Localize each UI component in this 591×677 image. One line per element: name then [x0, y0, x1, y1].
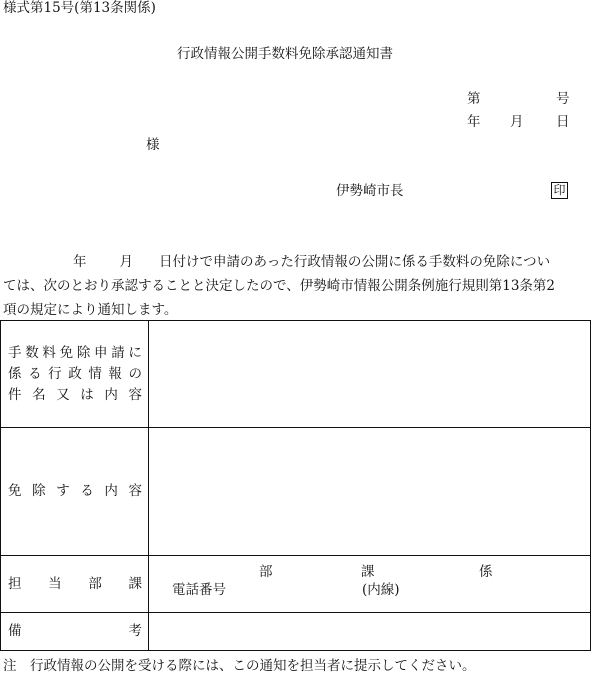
date-day: 日	[556, 114, 570, 130]
body-line-1: 年 月 日付けで申請のあった行政情報の公開に係る手数料の免除につい	[73, 254, 551, 270]
body-line-2: ては、次のとおり承認することと決定したので、伊勢崎市情報公開条例施行規則第13条第2	[3, 278, 555, 294]
phone-label: 電話番号	[172, 582, 226, 598]
issuer-name: 伊勢崎市長	[336, 183, 404, 199]
exemption-value-cell[interactable]	[149, 428, 591, 556]
department-ka: 課	[361, 564, 375, 580]
subject-value-cell[interactable]	[149, 321, 591, 428]
department-bu: 部	[259, 564, 273, 580]
body-year: 年	[73, 254, 87, 270]
row-subject	[1, 321, 591, 428]
form-number: 様式第15号(第13条関係)	[3, 0, 156, 16]
label-subject-line-3: 件 名 又 は 内 容	[8, 386, 142, 403]
label-subject-line-1: 手 数 料 免 除 申 請 に	[8, 344, 142, 361]
row-remarks	[1, 613, 591, 651]
department-kakari: 係	[479, 564, 493, 580]
row-exemption	[1, 428, 591, 556]
seal-mark: 印	[551, 182, 568, 199]
document-number-prefix: 第	[467, 91, 481, 107]
remarks-value-cell[interactable]	[149, 613, 591, 651]
body-line-3: 項の規定により通知します。	[3, 302, 178, 318]
remarks-label-left: 備	[8, 623, 22, 639]
label-subject	[1, 321, 149, 428]
footer-note: 注 行政情報の公開を受ける際には、この通知を担当者に提示してください。	[3, 658, 476, 674]
body-text	[3, 250, 589, 322]
label-exemption-text: 免 除 す る 内 容	[8, 483, 142, 499]
remarks-label-right: 考	[128, 623, 142, 639]
extension-label: (内線)	[362, 582, 400, 598]
label-department	[1, 556, 149, 613]
body-month: 月	[119, 254, 133, 270]
document-title: 行政情報公開手数料免除承認通知書	[177, 46, 393, 62]
addressee-suffix: 様	[146, 137, 160, 153]
notice-table	[0, 320, 591, 651]
label-remarks	[1, 613, 149, 651]
department-value-cell[interactable]	[149, 556, 591, 613]
label-subject-line-2: 係 る 行 政 情 報 の	[8, 365, 142, 382]
date-year: 年	[467, 114, 481, 130]
date-month: 月	[510, 114, 524, 130]
label-exemption	[1, 428, 149, 556]
label-department-text: 担 当 部 課	[8, 575, 142, 592]
document-number-suffix: 号	[556, 91, 570, 107]
row-department	[1, 556, 591, 613]
